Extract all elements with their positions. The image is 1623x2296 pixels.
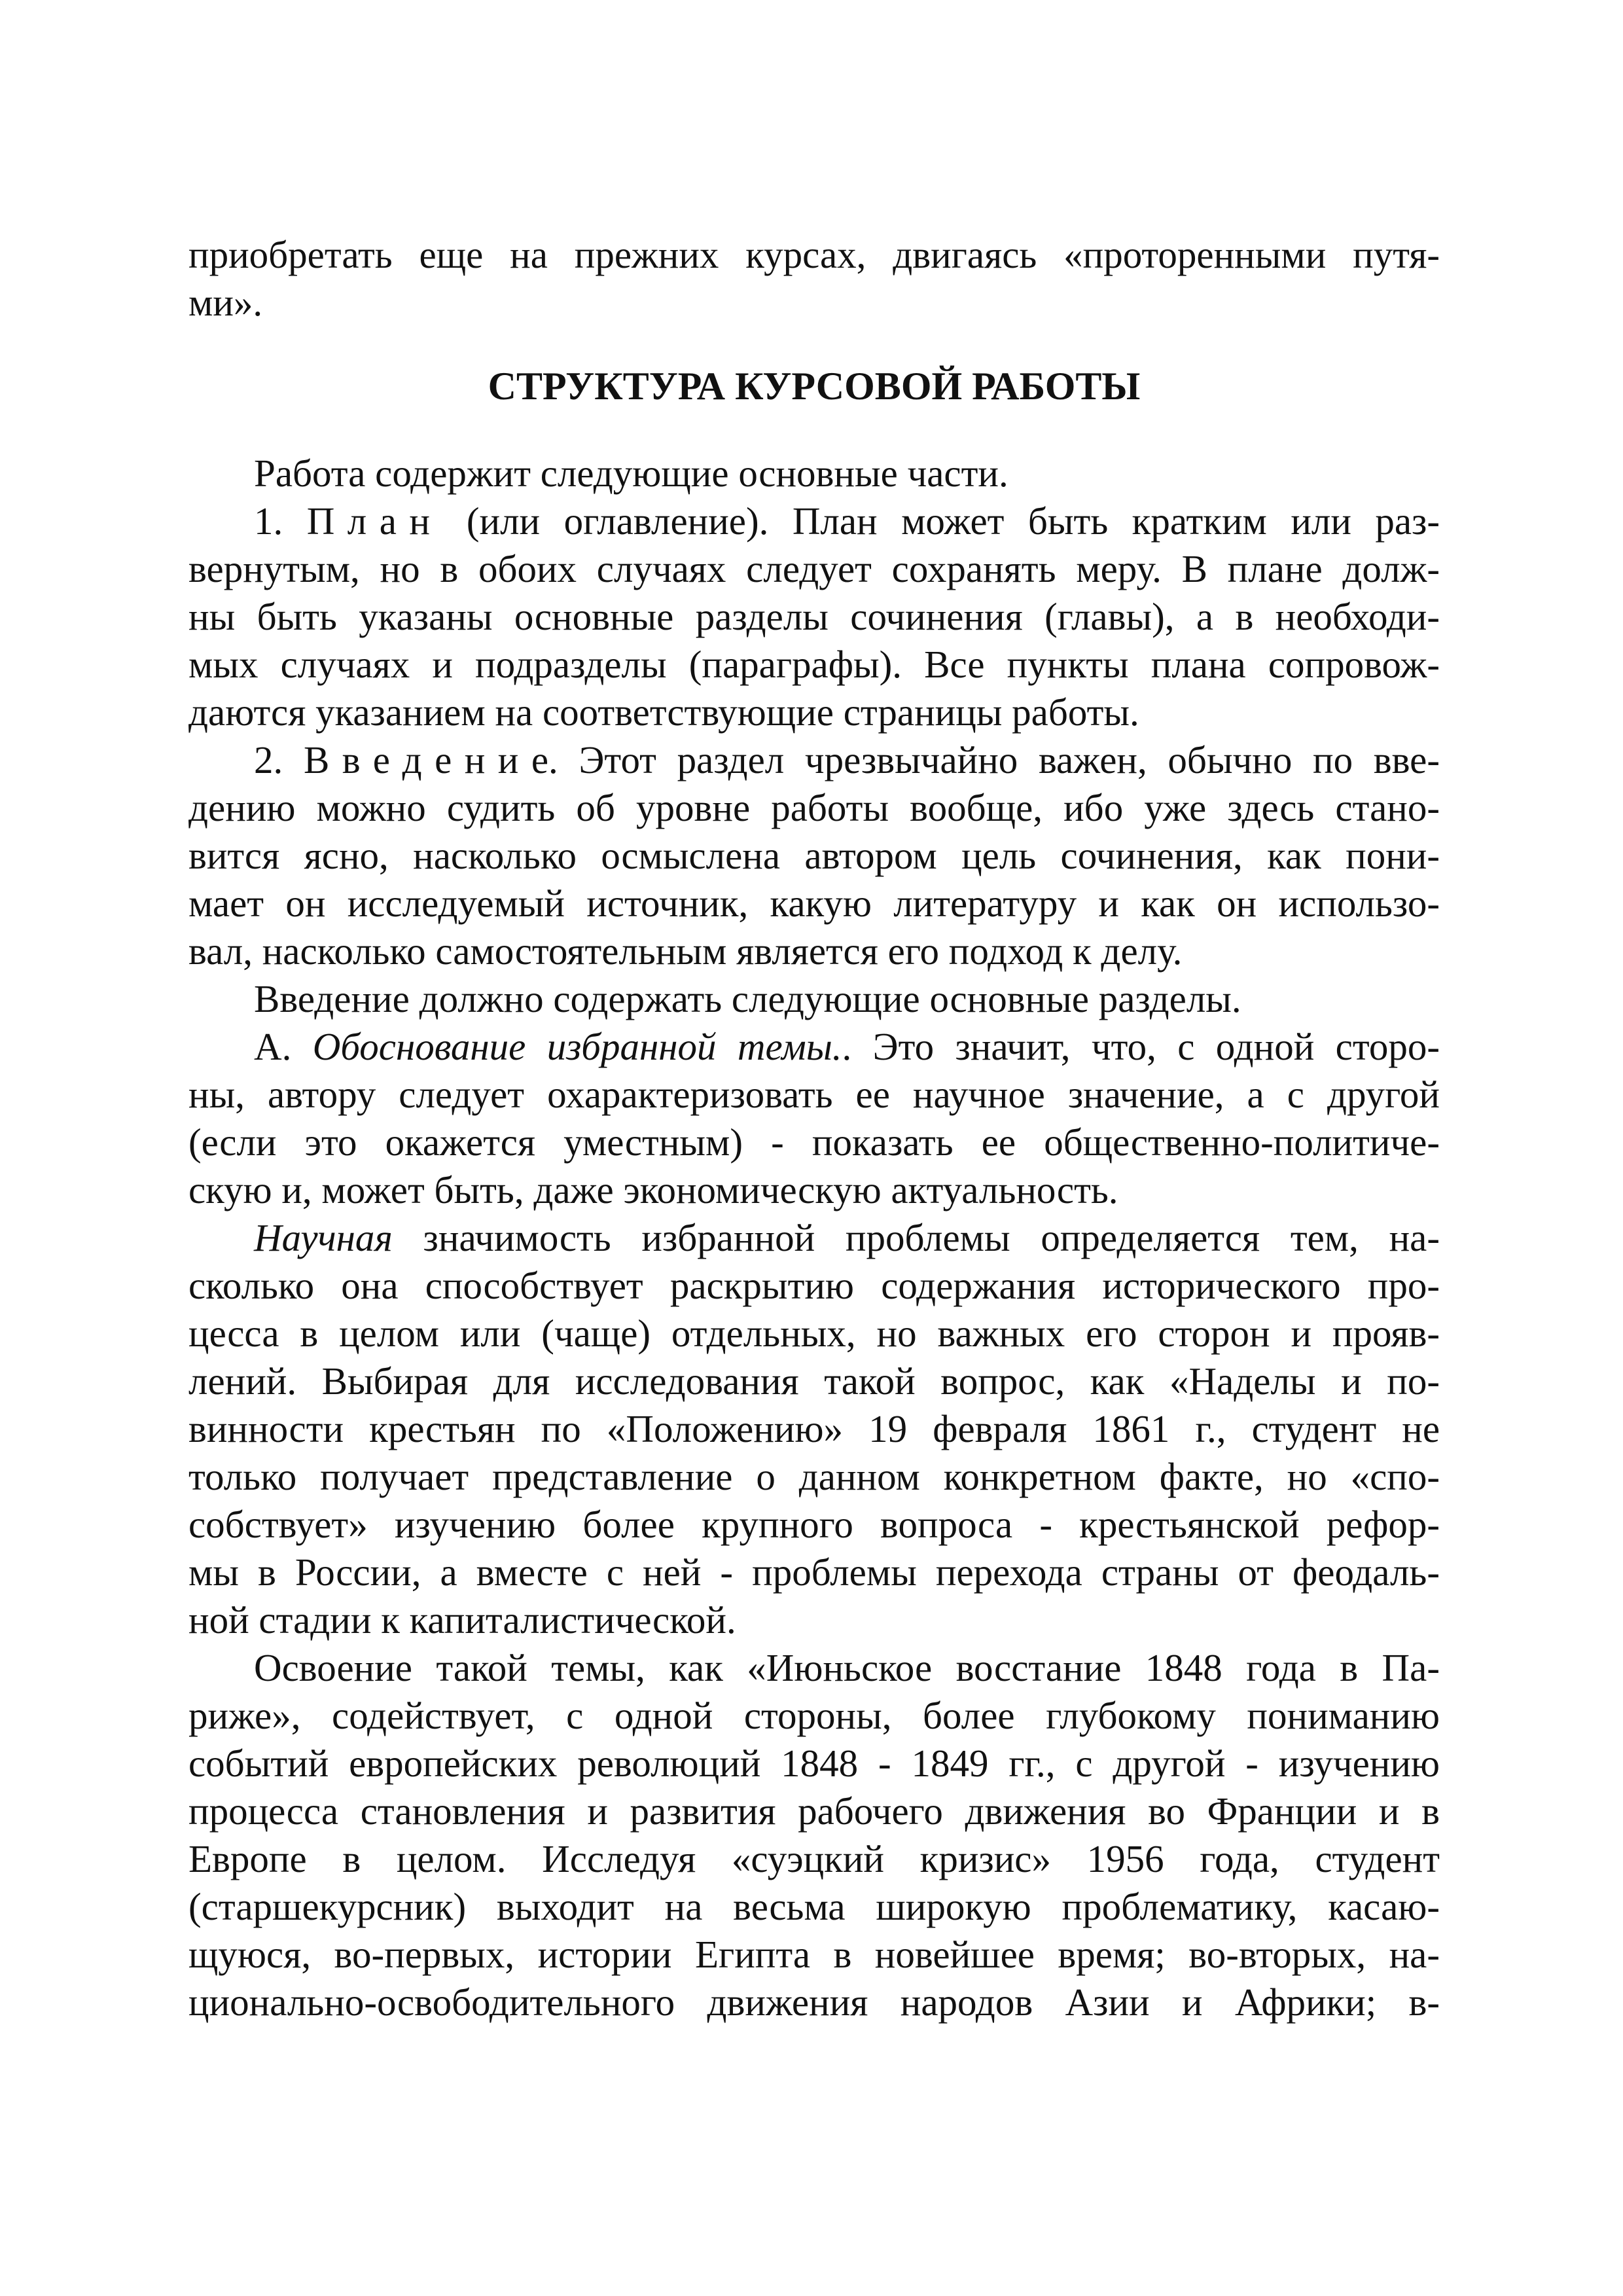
item-rest: (или оглавление). План может быть кратким или раз- [466,499,1440,543]
text-line: собствует» изучению более крупного вопроса - крестьянской рефор- [188,1503,1440,1546]
text-line: ной стадии к капиталистической. [188,1598,736,1641]
text-line: процесса становления и развития рабочего движения во Франции и в [188,1789,1440,1833]
item-term-spaced: План [306,499,443,543]
text-line: даются указанием на соответствующие страницы работы. [188,691,1139,734]
text-line: мы в России, а вместе с ней - проблемы перехода страны от феодаль- [188,1551,1440,1594]
text-line: цесса в целом или (чаще) отдельных, но важных его сторон и прояв- [188,1312,1440,1355]
item-number: 1. [254,499,283,543]
item-letter: А. [254,1025,292,1068]
text-line: ны, автору следует охарактеризовать ее научное значение, а с другой [188,1073,1440,1116]
item-plan-first-line [188,497,1440,545]
text-line: Европе в целом. Исследуя «суэцкий кризис» 1956 года, студент [188,1837,1440,1880]
item-term-spaced: Введени [303,738,531,781]
text-line: винности крестьян по «Положению» 19 февраля 1861 г., студент не [188,1407,1440,1450]
text-line: ны быть указаны основные разделы сочинения (главы), а в необходи- [188,595,1440,638]
section-title: СТРУКТУРА КУРСОВОЙ РАБОТЫ [488,365,1141,408]
text-line: Работа содержит следующие основные части. [254,452,1008,495]
text-line: вится ясно, насколько осмыслена автором цель сочинения, как пони- [188,834,1440,877]
italic-word: Научная [254,1216,393,1259]
text-line: скую и, может быть, даже экономическую актуальность. [188,1168,1118,1211]
spacer [188,410,1440,450]
text-line: сколько она способствует раскрытию содержания исторического про- [188,1264,1440,1307]
item-rest: . Это значит, что, с одной сторо- [842,1025,1440,1068]
spacer [188,327,1440,363]
text-line: вал, насколько самостоятельным является его подход к делу. [188,929,1183,973]
text-line: вернутым, но в обоих случаях следует сохранять меру. В плане долж- [188,547,1440,590]
text-line: Введение должно содержать следующие основные разделы. [254,977,1241,1020]
text-line: мых случаях и подразделы (параграфы). Все пункты плана сопровож- [188,643,1440,686]
text-line: ционально-освободительного движения народов Азии и Африки; в- [188,1981,1440,2024]
item-number: 2. [254,738,283,781]
text-line: приобретать еще на прежних курсах, двигаясь «проторенными путя- [188,233,1440,276]
text-line: только получает представление о данном конкретном факте, но «спо- [188,1455,1440,1498]
text-line: щуюся, во-первых, истории Египта в новейшее время; во-вторых, на- [188,1933,1440,1976]
text-line: событий европейских революций 1848 - 1849 гг., с другой - изучению [188,1742,1440,1785]
text-line: лений. Выбирая для исследования такой вопрос, как «Наделы и по- [188,1359,1440,1403]
para-rest: значимость избранной проблемы определяется тем, на- [392,1216,1440,1259]
text-line: ми». [188,281,263,324]
text-line: дению можно судить об уровне работы вообще, ибо уже здесь стано- [188,786,1440,829]
text-line: (если это окажется уместным) - показать ее общественно-политиче- [188,1121,1440,1164]
item-rest: . Этот раздел чрезвычайно важен, обычно по вве- [548,738,1440,781]
item-intro-first-line [188,736,1440,784]
text-line: Освоение такой темы, как «Июньское восстание 1848 года в Па- [254,1646,1440,1689]
text-line: риже», содействует, с одной стороны, более глубокому пониманию [188,1694,1440,1737]
para-scientific-first-line [188,1214,1440,1262]
document-page [188,231,1440,2026]
item-italic-term: Обоснование избранной темы. [312,1025,842,1068]
text-line: мает он исследуемый источник, какую литературу и как он использо- [188,882,1440,925]
item-a-first-line [188,1023,1440,1071]
text-line: (старшекурсник) выходит на весьма широкую проблематику, касаю- [188,1885,1440,1928]
item-term-end: е [531,738,549,781]
